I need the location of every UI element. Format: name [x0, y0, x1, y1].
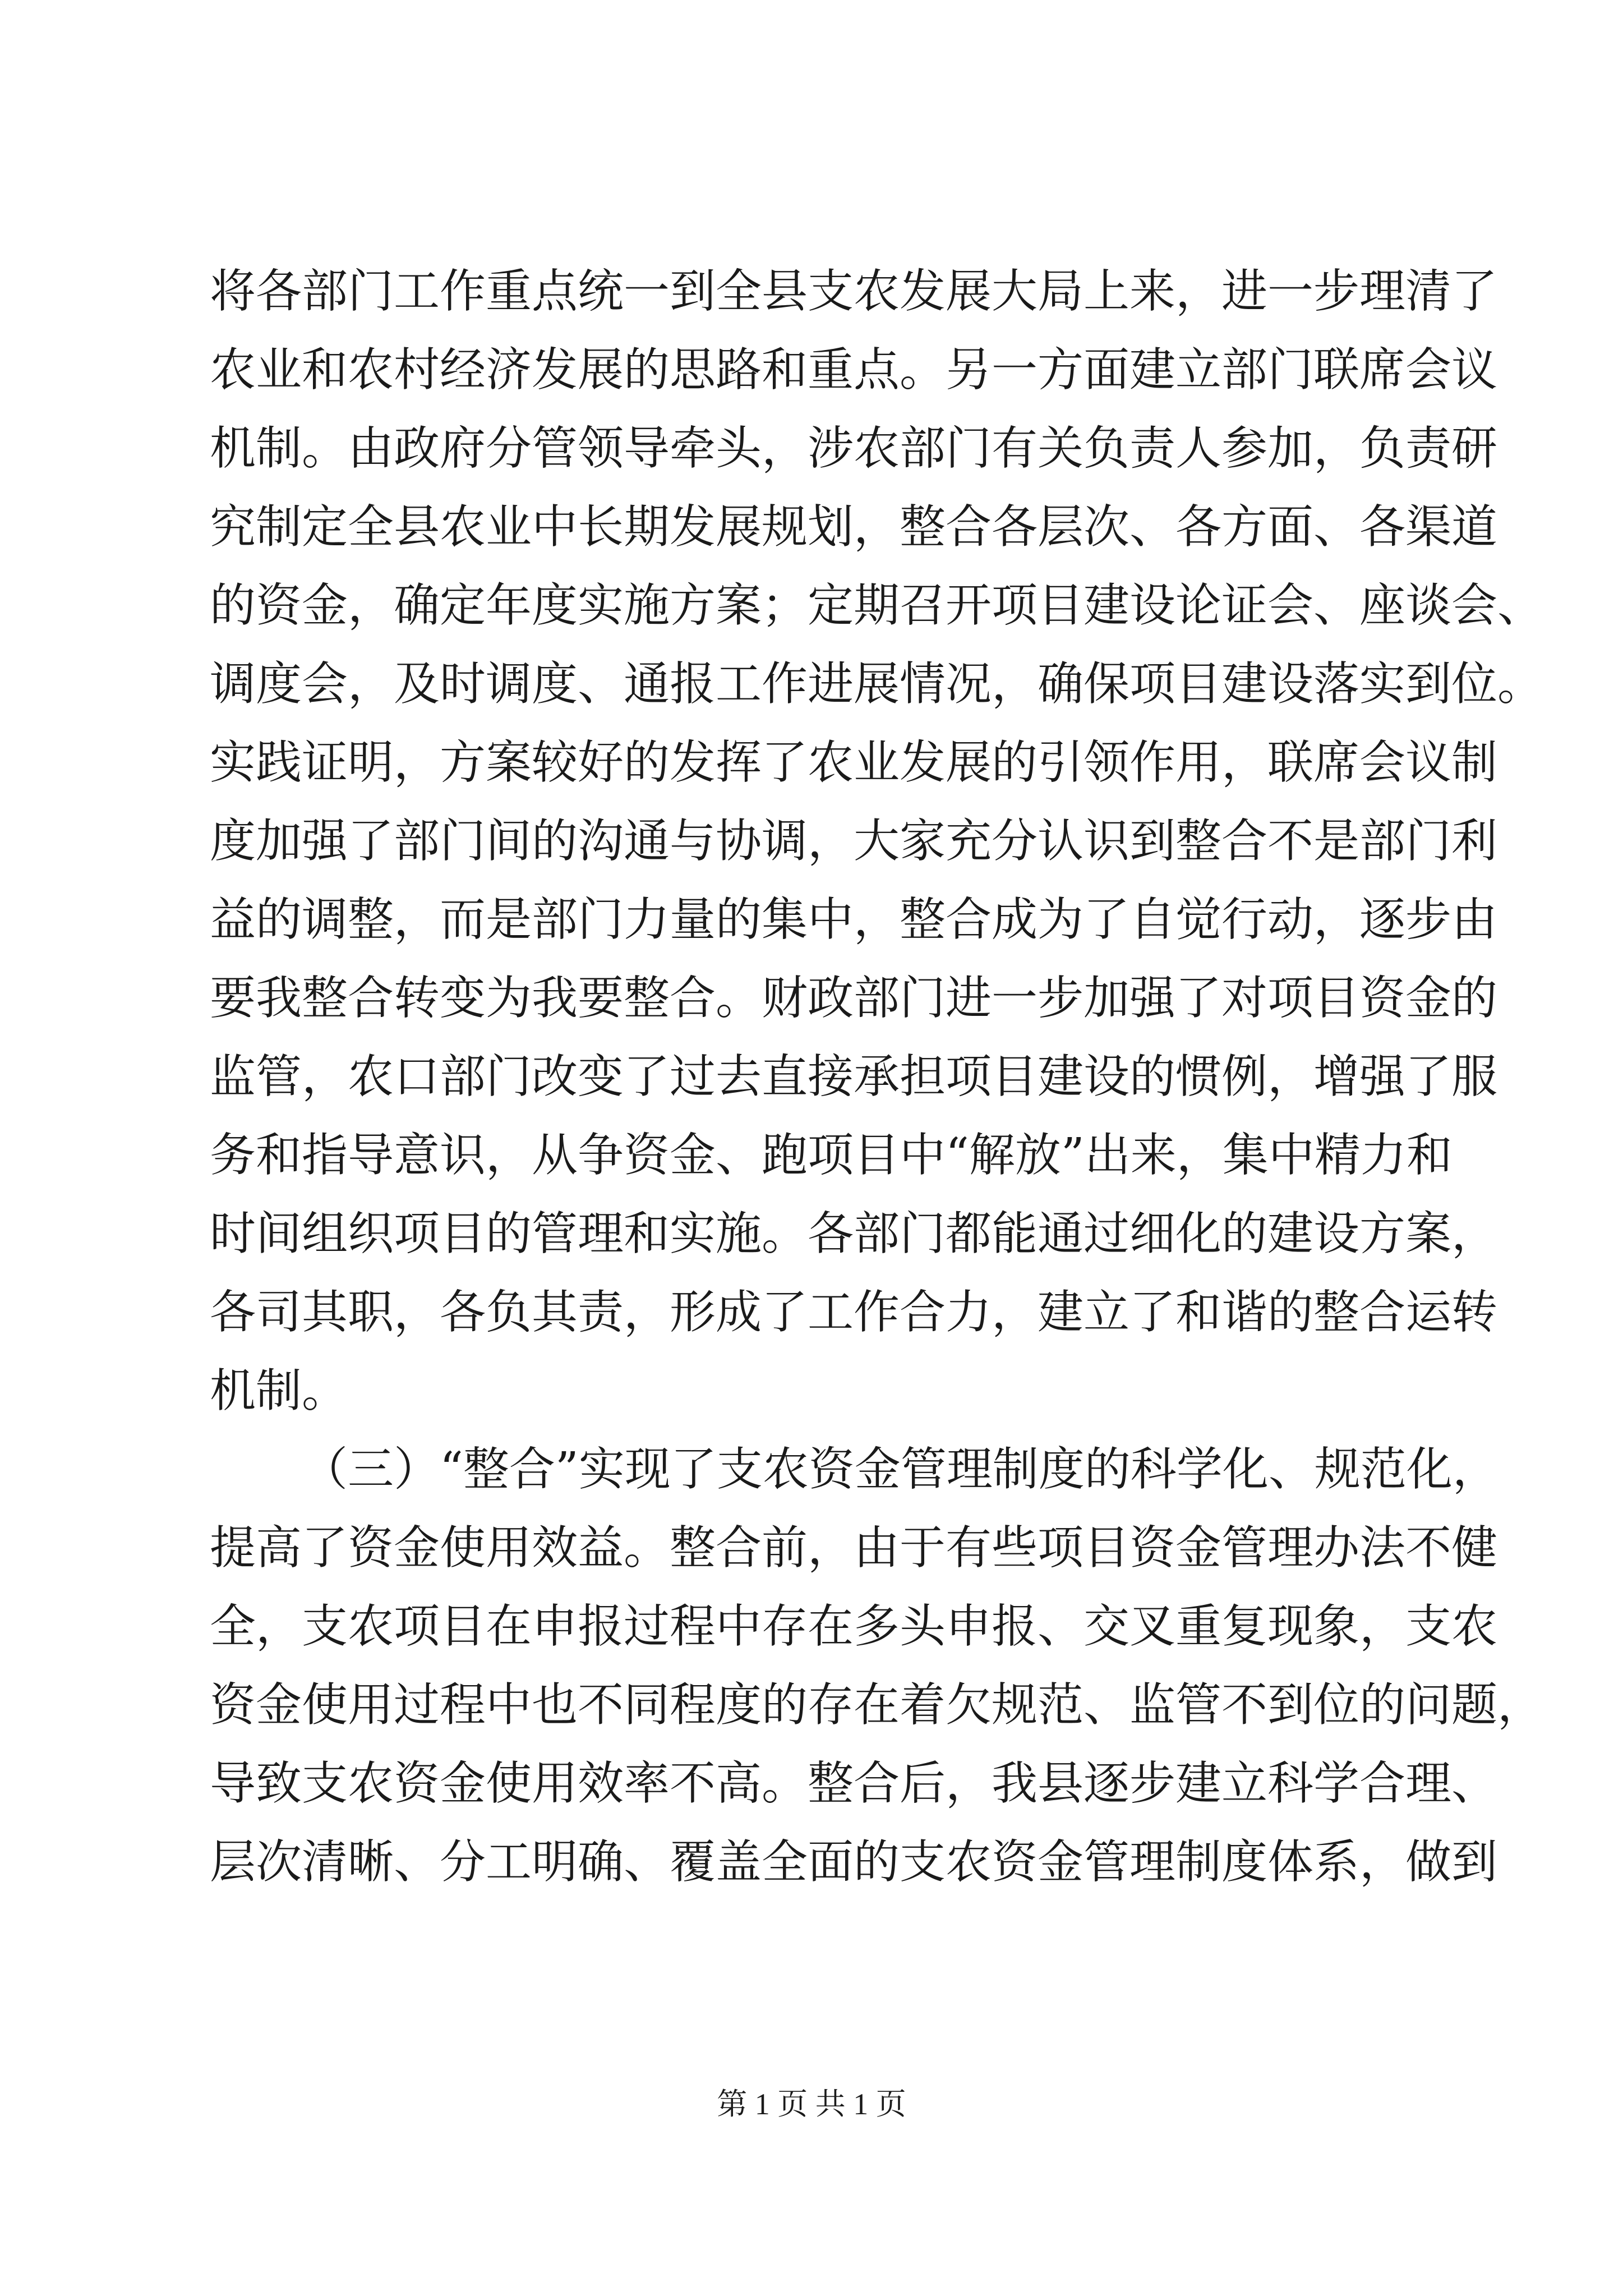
text-line: 层次清晰、分工明确、覆盖全面的支农资金管理制度体系，做到 [210, 1835, 1498, 1889]
text-line: 务和指导意识，从争资金、跑项目中“解放”出来，集中精力和 [210, 1129, 1453, 1182]
text-line: 益的调整，而是部门力量的集中，整合成为了自觉行动，逐步由 [210, 893, 1498, 946]
text-line: 农业和农村经济发展的思路和重点。另一方面建立部门联席会议 [210, 343, 1498, 397]
section-heading-line: （三）“整合”实现了支农资金管理制度的科学化、规范化， [302, 1443, 1498, 1496]
text-line: 机制。 [210, 1364, 348, 1418]
text-line: 要我整合转变为我要整合。财政部门进一步加强了对项目资金的 [210, 972, 1498, 1025]
text-line: 提高了资金使用效益。整合前，由于有些项目资金管理办法不健 [210, 1521, 1498, 1575]
text-line: 监管，农口部门改变了过去直接承担项目建设的惯例，增强了服 [210, 1050, 1498, 1103]
page-number-footer: 第 1 页 共 1 页 [717, 2087, 906, 2121]
text-line: 导致支农资金使用效率不高。整合后，我县逐步建立科学合理、 [210, 1757, 1498, 1810]
text-line: 机制。由政府分管领导牵头，涉农部门有关负责人参加，负责研 [210, 422, 1498, 475]
text-line: 究制定全县农业中长期发展规划，整合各层次、各方面、各渠道 [210, 500, 1498, 554]
text-line: 的资金，确定年度实施方案；定期召开项目建设论证会、座谈会、 [210, 579, 1544, 632]
text-line: 资金使用过程中也不同程度的存在着欠规范、监管不到位的问题， [210, 1678, 1544, 1732]
text-line: 将各部门工作重点统一到全县支农发展大局上来，进一步理清了 [210, 265, 1498, 318]
text-line: 各司其职，各负其责，形成了工作合力，建立了和谐的整合运转 [210, 1286, 1498, 1339]
text-line: 实践证明，方案较好的发挥了农业发展的引领作用，联席会议制 [210, 736, 1498, 789]
text-line: 全，支农项目在申报过程中存在多头申报、交叉重复现象，支农 [210, 1600, 1498, 1653]
text-line: 度加强了部门间的沟通与协调，大家充分认识到整合不是部门利 [210, 815, 1498, 868]
text-line: 时间组织项目的管理和实施。各部门都能通过细化的建设方案， [210, 1207, 1498, 1260]
text-line: 调度会，及时调度、通报工作进展情况，确保项目建设落实到位。 [210, 657, 1544, 711]
